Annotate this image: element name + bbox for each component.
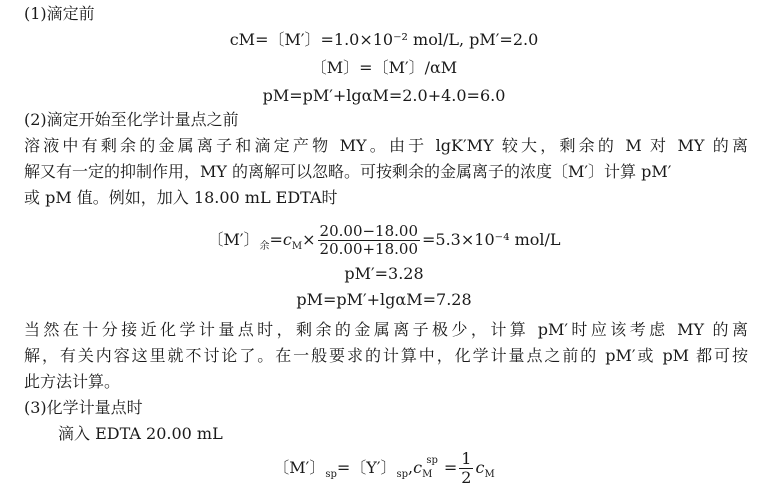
- equation-sp-concentration: 〔M′〕$_{sp}$=〔Y′〕$_{sp},c_M^{sp}$ = $\frac{1}{2}$ $c_M$: [273, 449, 495, 487]
- equation-m-alpha: 〔M〕=〔M′〕/αM: [310, 58, 458, 77]
- paragraph-line: 解，有关内容这里就不讨论了。在一般要求的计算中，化学计量点之前的 pM′或 pM 都可按: [24, 346, 748, 365]
- equation-pm-initial: pM=pM′+lgαM=2.0+4.0=6.0: [262, 86, 506, 105]
- paragraph-line: 此方法计算。: [24, 372, 121, 391]
- paragraph-line: 或 pM 值。例如，加入 18.00 mL EDTA时: [24, 188, 338, 207]
- equation-pm-value: pM=pM′+lgαM=7.28: [296, 290, 472, 309]
- equation-initial-concentration: cM=〔M′〕=1.0×10⁻² mol/L, pM′=2.0: [229, 30, 539, 49]
- section-heading-at-sp: (3)化学计量点时: [24, 398, 143, 417]
- fraction: $\frac{20.00-18.00}{20.00+18.00}$: [319, 222, 418, 258]
- equation-pm-prime-value: pM′=3.28: [344, 264, 424, 283]
- fraction: $\frac{1}{2}$: [461, 449, 472, 487]
- equation-remaining-m: 〔M′〕$_余=c_M\times$ $\frac{20.00-18.00}{20.00+18.00}$ =5.3×10⁻⁴ mol/L: [207, 222, 561, 258]
- paragraph-line: 溶液中有剩余的金属离子和滴定产物 MY。由于 lgK′MY 较大，剩余的 M 对 MY 的离: [24, 136, 748, 155]
- section-heading-before-sp: (2)滴定开始至化学计量点之前: [24, 110, 239, 129]
- paragraph-line: 解又有一定的抑制作用，MY 的离解可以忽略。可按剩余的金属离子的浓度〔M′〕计算 pM′: [24, 162, 672, 181]
- paragraph-line: 当然在十分接近化学计量点时，剩余的金属离子极少，计算 pM′时应该考虑 MY 的离: [24, 320, 748, 339]
- section-heading-before-titration: (1)滴定前: [24, 4, 95, 23]
- paragraph-line: 滴入 EDTA 20.00 mL: [58, 424, 223, 443]
